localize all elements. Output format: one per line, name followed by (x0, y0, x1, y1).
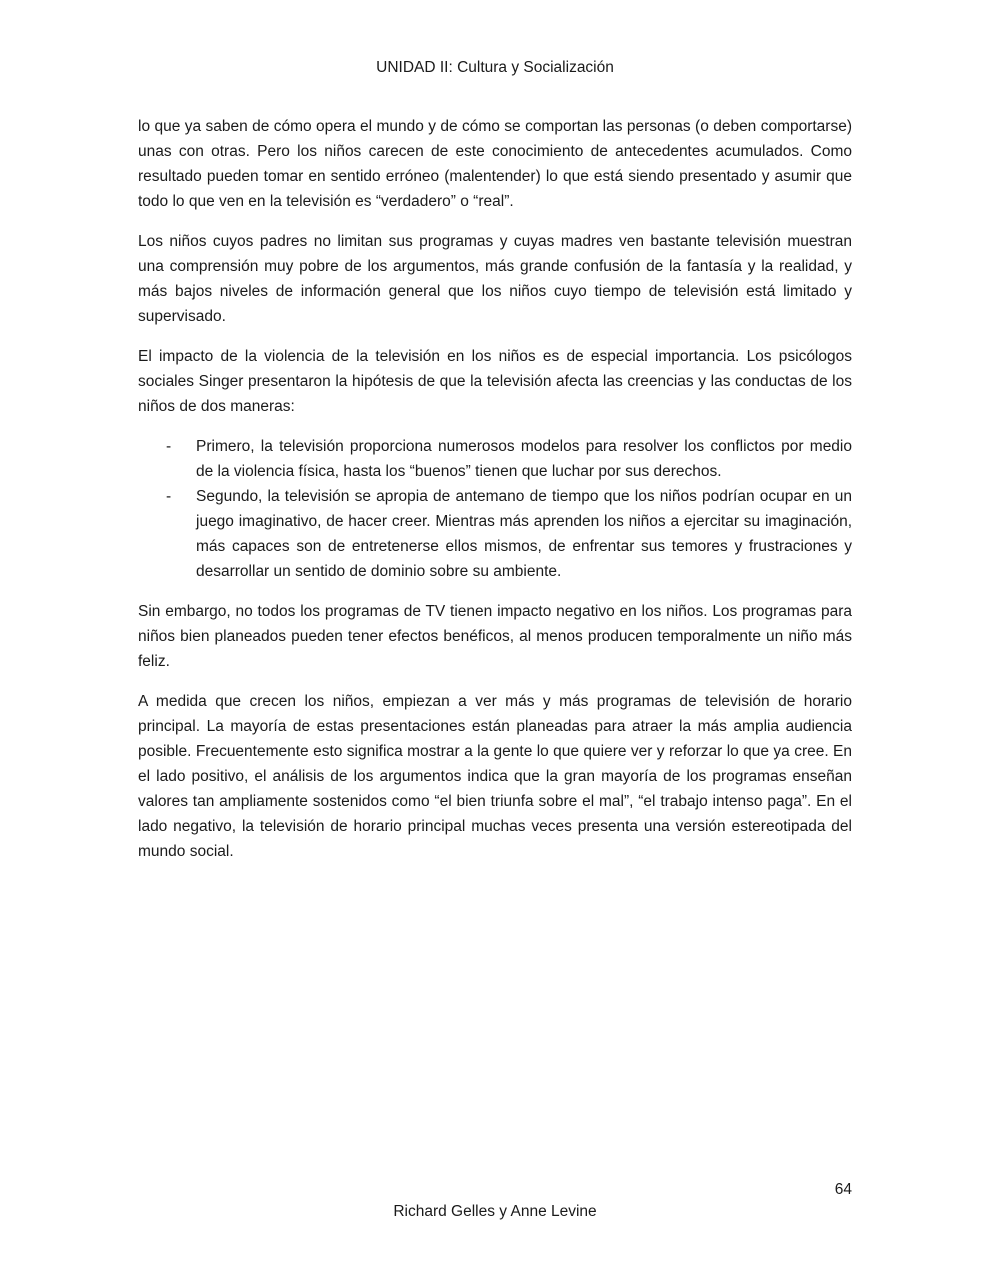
paragraph-1: lo que ya saben de cómo opera el mundo y de cómo se comportan las personas (o deben comportarse) unas con otras. Pero los niños carecen de este conocimiento de antecedentes acumulados. Como resultado pueden tomar en sentido erróneo (malentender) lo que está siendo presentado y asumir que todo lo que ven en la televisión es “verdadero” o “real”. (138, 118, 852, 210)
bullet-list (138, 434, 852, 584)
paragraph-5: A medida que crecen los niños, empiezan a ver más y más programas de televisión de horario principal. La mayoría de estas presentaciones están planeadas para atraer la más amplia audiencia posible. Frecuentemente esto significa mostrar a la gente lo que quiere ver y reforzar lo que ya cree. En el lado positivo, el análisis de los argumentos indica que la gran mayoría de los programas enseñan valores tan ampliamente sostenidos como “el bien triunfa sobre el mal”, “el trabajo intenso paga”. En el lado negativo, la televisión de horario principal muchas veces presenta una versión estereotipada del mundo social. (138, 693, 852, 860)
list-item-text: Primero, la televisión proporciona numerosos modelos para resolver los conflictos por medio de la violencia física, hasta los “buenos” tienen que luchar por sus derechos. (196, 438, 852, 480)
page-number: 64 (834, 1181, 852, 1198)
dash-marker: - (166, 488, 172, 505)
document-body (138, 114, 852, 879)
list-item-text: Segundo, la televisión se apropia de antemano de tiempo que los niños podrían ocupar en un juego imaginativo, de hacer creer. Mientras más aprenden los niños a ejercitar su imaginación, más capaces son de entretenerse ellos mismos, de enfrentar sus temores y frustraciones y desarrollar un sentido de dominio sobre su ambiente. (196, 488, 852, 580)
list-item (138, 484, 852, 584)
list-item (138, 434, 852, 484)
page-footer: Richard Gelles y Anne Levine (393, 1203, 597, 1220)
dash-marker: - (166, 438, 172, 455)
paragraph-2: Los niños cuyos padres no limitan sus programas y cuyas madres ven bastante televisión muestran una comprensión muy pobre de los argumentos, más grande confusión de la fantasía y la realidad, y más bajos niveles de información general que los niños cuyo tiempo de televisión está limitado y supervisado. (138, 233, 852, 325)
paragraph-4: Sin embargo, no todos los programas de TV tienen impacto negativo en los niños. Los programas para niños bien planeados pueden tener efectos benéficos, al menos producen temporalmente un niño más feliz. (138, 603, 852, 670)
page-header: UNIDAD II: Cultura y Socialización (376, 59, 614, 76)
paragraph-3: El impacto de la violencia de la televisión en los niños es de especial importancia. Los psicólogos sociales Singer presentaron la hipótesis de que la televisión afecta las creencias y las conductas de los niños de dos maneras: (138, 348, 852, 415)
